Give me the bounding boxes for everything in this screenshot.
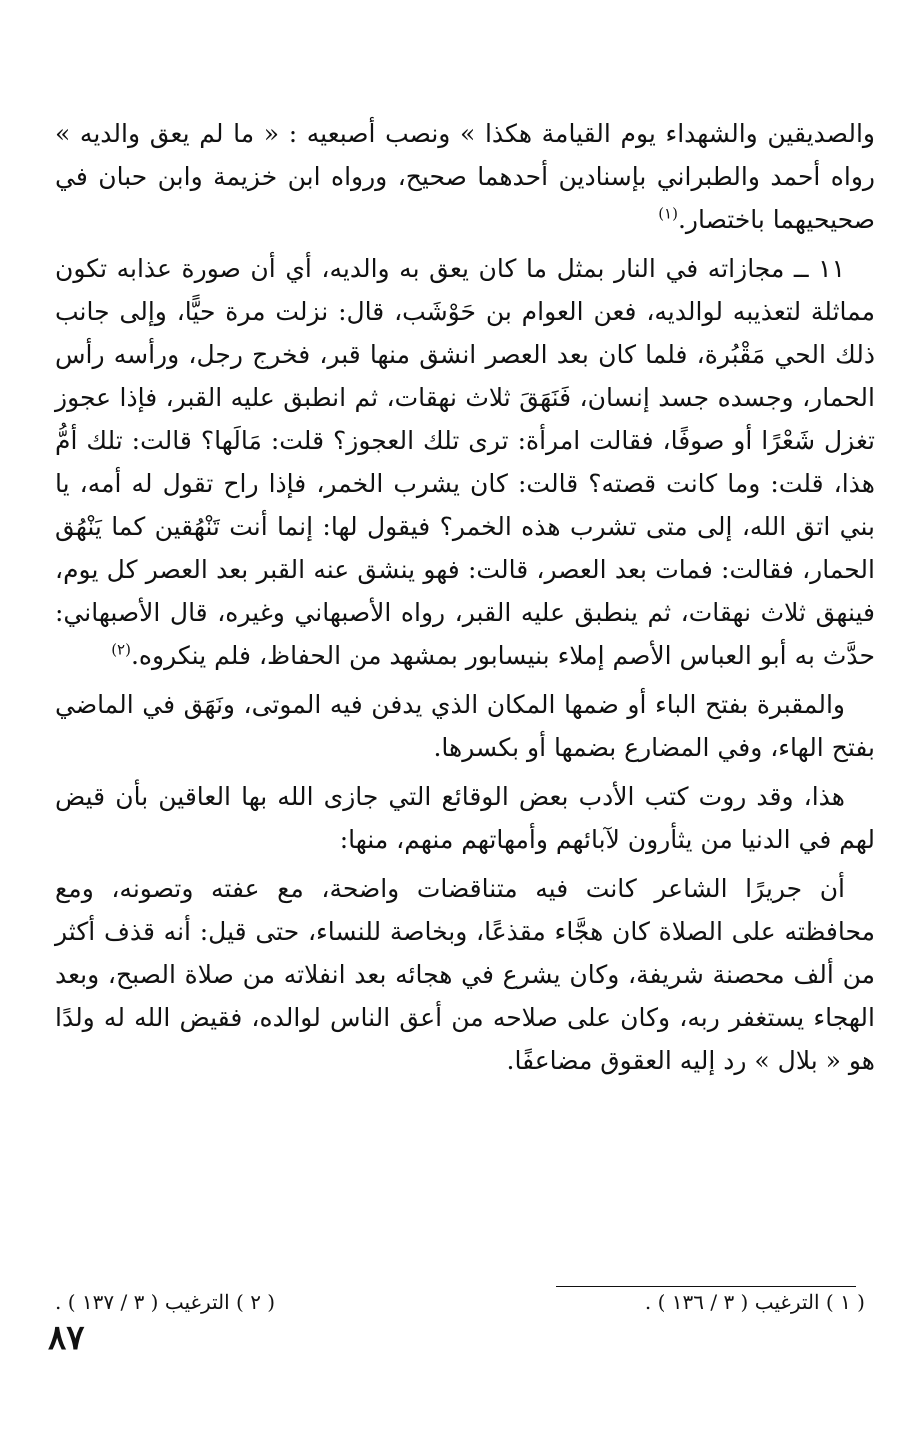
- paragraph-3-text: والمقبرة بفتح الباء أو ضمها المكان الذي يدفن فيه الموتى، ونَهَق في الماضي بفتح الهاء، وفي المضارع بضمها أو بكسرها.: [55, 690, 875, 762]
- paragraph-1: [55, 112, 875, 241]
- footnote-1: ( ١ ) الترغيب ( ٣ / ١٣٦ ) .: [644, 1290, 865, 1314]
- footnotes: [55, 1290, 865, 1314]
- paragraph-2-text: ١١ ــ مجازاته في النار بمثل ما كان يعق به والديه، أي أن صورة عذابه تكون مماثلة لتعذيبه لوالديه، فعن العوام بن حَوْشَب، قال: نزلت مرة حيًّا، وإلى جانب ذلك الحي مَقْبُرة، فلما كان بعد العصر انشق منها قبر، فخرج رجل، ورأسه رأس الحمار، وجسده جسد إنسان، فَنَهَقَ ثلاث نهقات، ثم انطبق عليه القبر، فإذا عجوز تغزل شَعْرًا أو صوفًا، فقالت امرأة: ترى تلك العجوز؟ قلت: مَالَها؟ قالت: تلك أمُّ هذا، قلت: وما كانت قصته؟ قالت: كان يشرب الخمر، فإذا راح تقول له أمه، يا بني اتق الله، إلى متى تشرب هذه الخمر؟ فيقول لها: إنما أنت تَنْهُقين كما يَنْهُق الحمار، فقالت: فمات بعد العصر، قالت: فهو ينشق عنه القبر بعد العصر كل يوم، فينهق ثلاث نهقات، ثم ينطبق عليه القبر، رواه الأصبهاني وغيره، قال الأصبهاني: حدَّث به أبو العباس الأصم إملاء بنيسابور بمشهد من الحفاظ، فلم ينكروه.: [55, 254, 875, 670]
- page-number: ٨٧: [48, 1318, 85, 1358]
- paragraph-1-text: والصديقين والشهداء يوم القيامة هكذا » ونصب أصبعيه : « ما لم يعق والديه » رواه أحمد والطبراني بإسنادين أحدهما صحيح، ورواه ابن خزيمة وابن حبان في صحيحيهما باختصار.: [55, 119, 875, 234]
- paragraph-5-text: أن جريرًا الشاعر كانت فيه متناقضات واضحة، مع عفته وتصونه، ومع محافظته على الصلاة كان هجَّاء مقذعًا، وبخاصة للنساء، حتى قيل: أنه قذف أكثر من ألف محصنة شريفة، وكان يشرع في هجائه بعد انفلاته من صلاة الصبح، وبعد الهجاء يستغفر ربه، وكان على صلاحه من أعق الناس لوالده، فقيض الله له ولدًا هو « بلال » رد إليه العقوق مضاعفًا.: [55, 874, 875, 1075]
- paragraph-5: [55, 867, 875, 1082]
- footnote-marker-1: (١): [658, 204, 678, 223]
- paragraph-4-text: هذا، وقد روت كتب الأدب بعض الوقائع التي جازى الله بها العاقين بأن قيض لهم في الدنيا من يثأرون لآبائهم وأمهاتهم منهم، منها:: [55, 782, 875, 854]
- paragraph-2: [55, 247, 875, 677]
- footnote-divider: [556, 1286, 856, 1287]
- page-body: [55, 112, 875, 1088]
- paragraph-4: [55, 775, 875, 861]
- footnote-marker-2: (٢): [111, 640, 131, 659]
- paragraph-3: [55, 683, 875, 769]
- footnote-2: ( ٢ ) الترغيب ( ٣ / ١٣٧ ) .: [55, 1290, 276, 1314]
